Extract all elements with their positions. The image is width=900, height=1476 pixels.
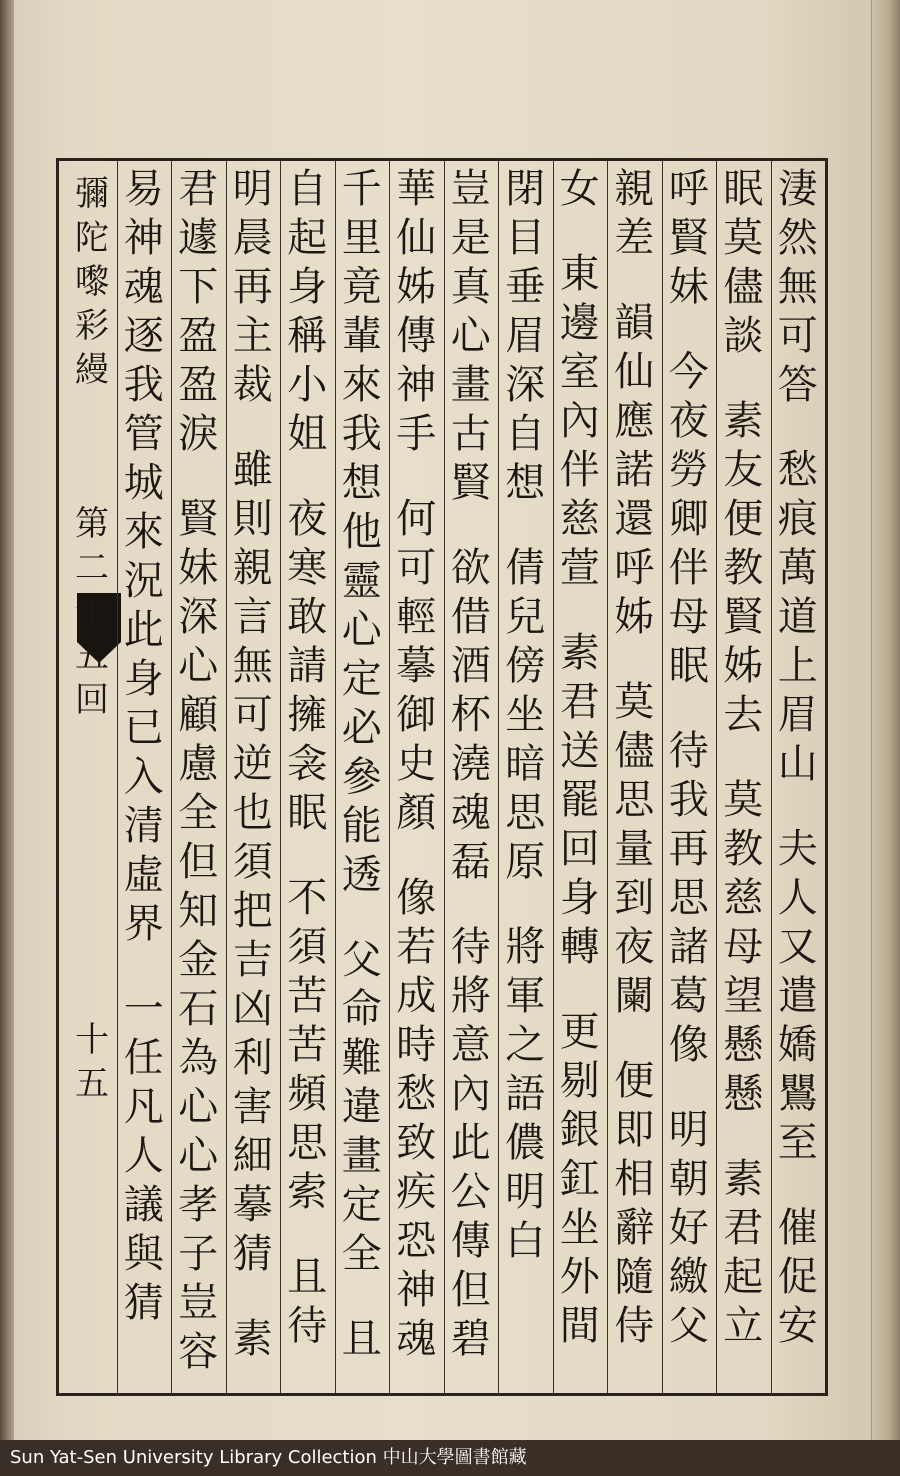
column-rule [226,161,227,1393]
text-column: 千 里 竟 輩 來 我 想 他 靈 心 定 必 參 能 透 父 命 難 違 畫 定 全 且 [341,166,382,1362]
text-column: 易 神 魂 逐 我 管 城 來 況 此 身 已 入 清 虛 界 一 任 凡 人 議 與 猜 [123,166,164,1326]
text-column: 眠 莫 儘 談 素 友 便 教 賢 姊 去 莫 教 慈 母 望 懸 懸 素 君 起 立 [723,166,764,1349]
column-rule [117,161,118,1393]
text-column: 閉 目 垂 眉 深 自 想 倩 兒 傍 坐 暗 思 原 將 軍 之 語 儂 明 白 [505,166,546,1264]
column-rule [771,161,772,1393]
text-column: 明 晨 再 主 裁 雖 則 親 言 無 可 逆 也 須 把 吉 凶 利 害 細 摹 猜 素 [232,166,273,1362]
text-column: 親 差 韻 仙 應 諾 還 呼 姊 莫 儘 思 量 到 夜 闌 便 即 相 辭 隨 侍 [614,166,655,1349]
column-rule [280,161,281,1393]
column-rule [389,161,390,1393]
column-rule [335,161,336,1393]
column-rule [171,161,172,1393]
column-rule [498,161,499,1393]
text-column: 淒 然 無 可 答 愁 痕 萬 道 上 眉 山 夫 人 又 遣 嬌 鸎 至 催 促 安 [777,166,818,1349]
binding-shadow [0,0,14,1440]
text-column: 君 遽 下 盈 盈 淚 賢 妹 深 心 顧 慮 全 但 知 金 石 為 心 心 孝 子 豈 容 [178,166,219,1375]
text-column: 女 東 邊 室 內 伴 慈 萱 素 君 送 罷 回 身 轉 更 剔 銀 釭 坐 外 間 [559,166,600,1349]
text-column: 豈 是 真 心 畫 古 賢 欲 借 酒 杯 澆 魂 磊 待 將 意 內 此 公 傳 但 碧 [450,166,491,1362]
collection-caption: Sun Yat-Sen University Library Collection 中山大學圖書館藏 [0,1440,900,1476]
text-column: 自 起 身 稱 小 姐 夜 寒 敢 請 擁 衾 眠 不 須 苦 苦 頻 思 索 且 待 [287,166,328,1349]
text-column: 呼 賢 妹 今 夜 勞 卿 伴 母 眠 待 我 再 思 諸 葛 像 明 朝 好 繳 父 [668,166,709,1349]
column-rule [444,161,445,1393]
text-frame [56,158,828,1396]
column-rule [607,161,608,1393]
column-rule [662,161,663,1393]
margin-folio: 十 五 [75,1020,109,1104]
column-rule [716,161,717,1393]
column-rule [553,161,554,1393]
margin-title: 彌 陀 嚟 彩 縵 [75,174,109,390]
margin-chapter: 第 二 十 五 回 [75,504,109,720]
next-leaf-edge [871,0,900,1440]
block-margin [59,161,115,1393]
text-column: 華 仙 姊 傳 神 手 何 可 輕 摹 御 史 顏 像 若 成 時 愁 致 疾 恐 神 魂 [396,166,437,1362]
